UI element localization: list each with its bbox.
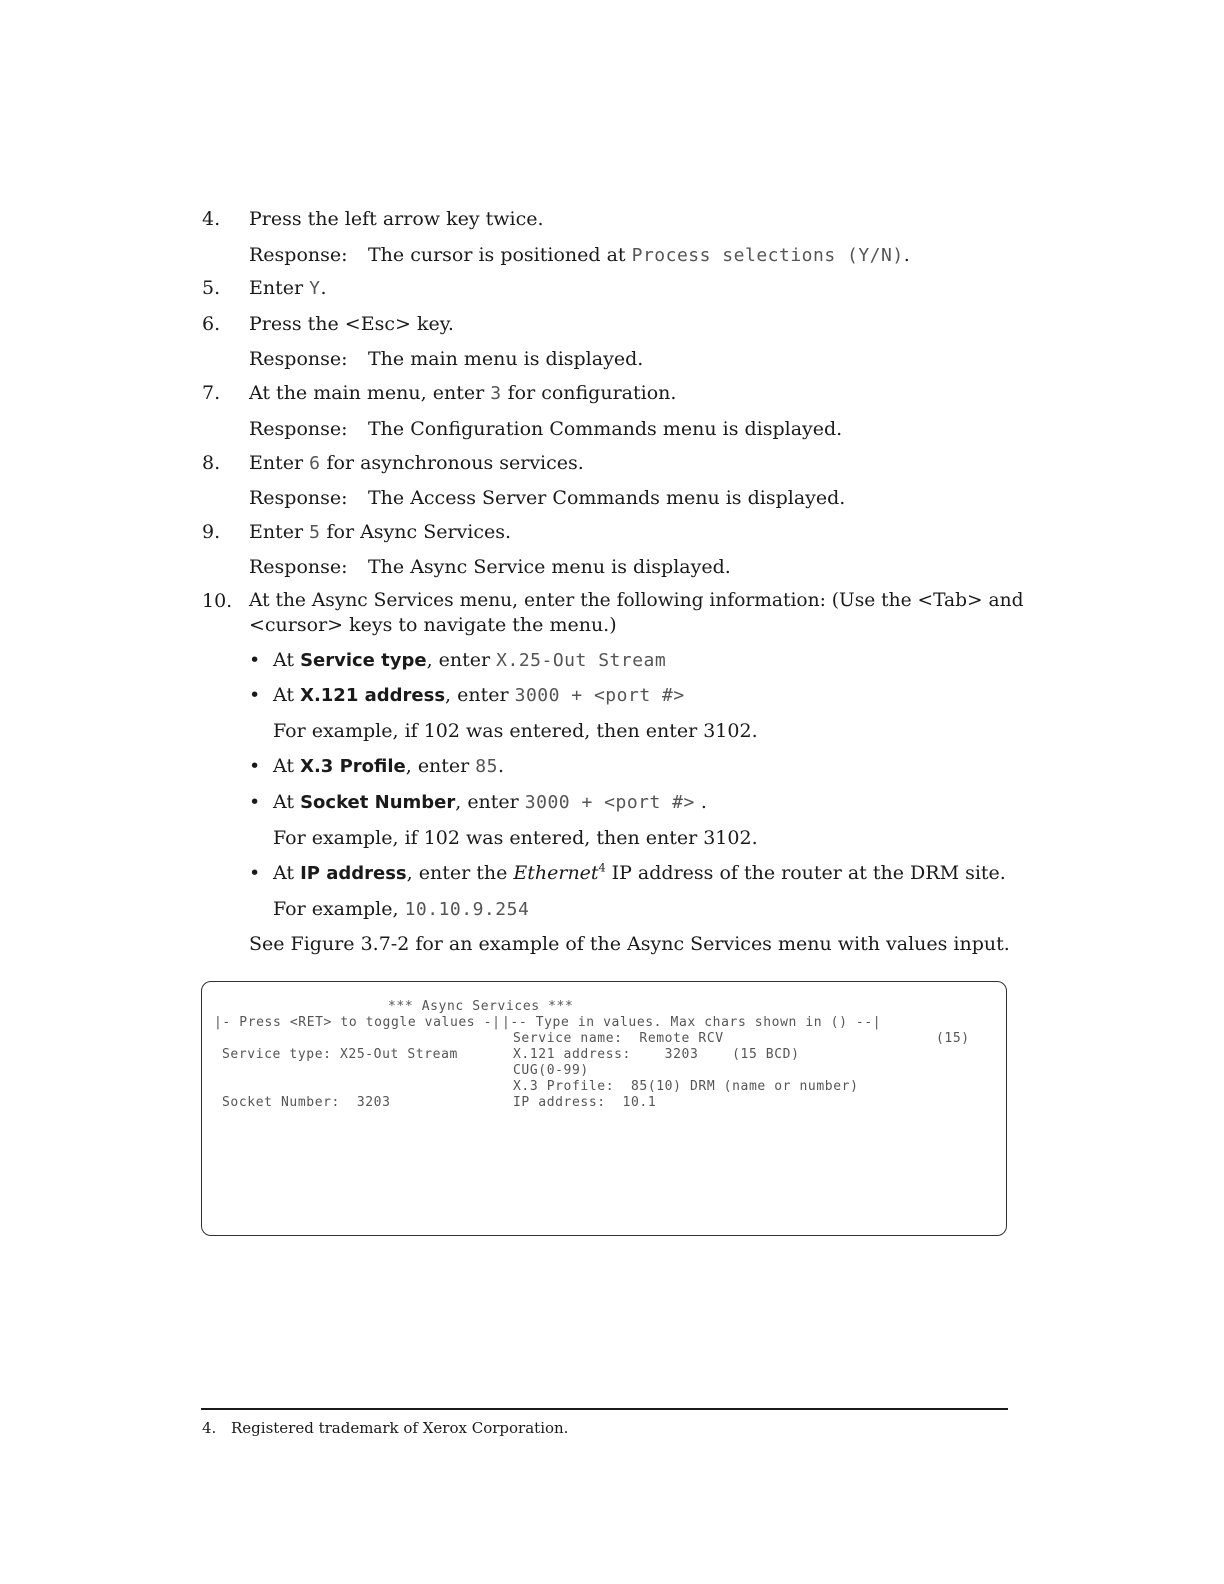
response-label: Response:: [249, 418, 348, 440]
step-number: 10.: [202, 590, 233, 612]
field-name: X.3 Profile: [300, 756, 406, 777]
response-text: The main menu is displayed.: [368, 348, 644, 370]
trademark-term: Ethernet: [513, 862, 599, 884]
service-name-max: (15): [936, 1031, 970, 1046]
field-name: Service type: [300, 650, 427, 671]
step-text: <cursor> keys to navigate the menu.): [249, 614, 617, 636]
socket-number-field: Socket Number: 3203: [222, 1095, 391, 1110]
step-number: 9.: [202, 521, 221, 543]
step-number: 8.: [202, 452, 221, 474]
code-text: 3000 + <port #>: [514, 685, 685, 706]
step-text: Enter 6 for asynchronous services.: [249, 452, 584, 474]
screen-left-header: |- Press <RET> to toggle values -|: [214, 1015, 501, 1030]
response-text: The Async Service menu is displayed.: [368, 556, 731, 578]
step-number: 7.: [202, 382, 221, 404]
step-text: Enter Y.: [249, 277, 327, 299]
footnote-ref: 4: [598, 861, 606, 875]
step-number: 6.: [202, 313, 221, 335]
response-text: The Configuration Commands menu is displayed.: [368, 418, 843, 440]
step-text: Press the left arrow key twice.: [249, 208, 544, 230]
response-label: Response:: [249, 487, 348, 509]
figure-reference: See Figure 3.7-2 for an example of the Async Services menu with values input.: [249, 933, 1010, 955]
footnote-rule: [201, 1408, 1008, 1410]
list-item: At Socket Number, enter 3000 + <port #> .: [273, 791, 707, 813]
example-text: For example, if 102 was entered, then enter 3102.: [273, 720, 758, 742]
field-name: Socket Number: [300, 792, 456, 813]
service-name-field: Service name: Remote RCV: [513, 1031, 724, 1046]
step-text: Enter 5 for Async Services.: [249, 521, 512, 543]
screen-right-header: |-- Type in values. Max chars shown in () --|: [502, 1015, 882, 1030]
screen-title: *** Async Services ***: [388, 999, 574, 1014]
list-item: At IP address, enter the Ethernet$^4$ IP address of the router at the DRM site.: [273, 861, 1006, 884]
footnote: 4. Registered trademark of Xerox Corporation.: [202, 1419, 569, 1437]
code-text: Process selections (Y/N): [631, 245, 904, 266]
response-label: Response:: [249, 556, 348, 578]
bullet-icon: •: [249, 755, 261, 777]
example-text: For example, if 102 was entered, then enter 3102.: [273, 827, 758, 849]
code-text: X.25-Out Stream: [496, 650, 667, 671]
response-text: The Access Server Commands menu is displayed.: [368, 487, 846, 509]
code-text: 85: [475, 756, 498, 777]
field-name: IP address: [300, 863, 407, 884]
service-type-field: Service type: X25-Out Stream: [222, 1047, 458, 1062]
list-item: At X.3 Profile, enter 85.: [273, 755, 505, 777]
x3-profile-field: X.3 Profile: 85(10) DRM (name or number): [513, 1079, 859, 1094]
example-text: For example, 10.10.9.254: [273, 898, 530, 920]
bullet-icon: •: [249, 862, 261, 884]
code-text: 6: [309, 453, 321, 474]
response-label: Response:: [249, 348, 348, 370]
cug-field: CUG(0-99): [513, 1063, 589, 1078]
step-number: 4.: [202, 208, 221, 230]
code-text: Y: [309, 278, 321, 299]
step-number: 5.: [202, 277, 221, 299]
x121-address-field: X.121 address: 3203 (15 BCD): [513, 1047, 800, 1062]
bullet-icon: •: [249, 791, 261, 813]
ip-address-field: IP address: 10.1: [513, 1095, 657, 1110]
response-label: Response:: [249, 244, 348, 266]
code-text: 5: [309, 522, 321, 543]
list-item: At Service type, enter X.25-Out Stream: [273, 649, 667, 671]
step-text: At the main menu, enter 3 for configuration.: [249, 382, 677, 404]
response-text: The cursor is positioned at Process selections (Y/N).: [368, 244, 910, 266]
bullet-icon: •: [249, 684, 261, 706]
code-text: 3: [490, 383, 502, 404]
step-text: At the Async Services menu, enter the following information: (Use the <Tab> and: [249, 590, 1024, 611]
code-text: 3000 + <port #>: [524, 792, 695, 813]
step-text: Press the <Esc> key.: [249, 313, 454, 335]
field-name: X.121 address: [300, 685, 446, 706]
list-item: At X.121 address, enter 3000 + <port #>: [273, 684, 685, 706]
code-text: 10.10.9.254: [404, 899, 530, 920]
bullet-icon: •: [249, 649, 261, 671]
